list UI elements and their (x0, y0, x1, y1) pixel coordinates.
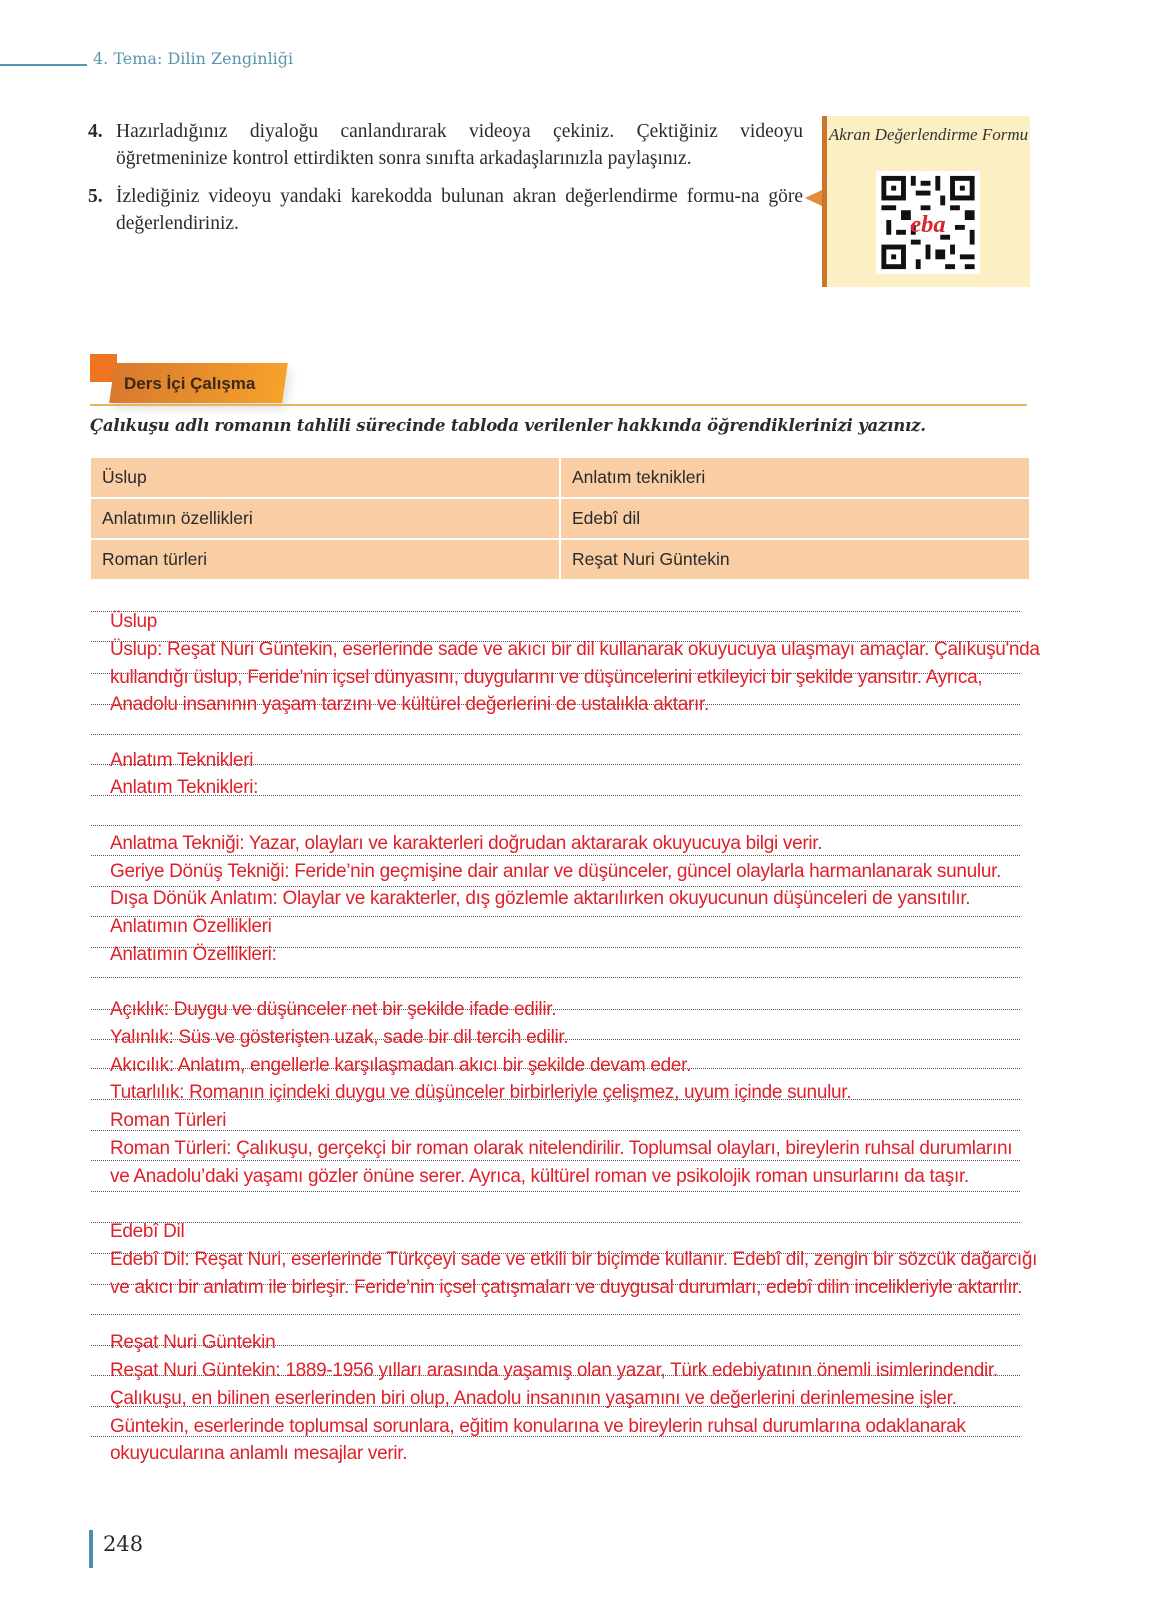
answer-line: Açıklık: Duygu ve düşünceler net bir şekilde ifade edilir. (110, 999, 557, 1020)
answer-line: Tutarlılık: Romanın içindeki duygu ve düşünceler birbirleriyle çelişmez, uyum içinde sunulur. (110, 1082, 852, 1103)
header-rule (0, 64, 87, 66)
answer-line: Anlatım Teknikleri (110, 750, 254, 771)
question-5 (88, 183, 803, 237)
answer-line: Üslup (110, 611, 158, 632)
page-number-bar (89, 1530, 93, 1568)
writing-line (91, 977, 1020, 978)
svg-text:eba: eba (910, 210, 946, 238)
answer-line: Çalıkuşu, en bilinen eserlerinden biri olup, Anadolu insanının yaşamını ve değerlerini derinlemesine işler. (110, 1388, 957, 1409)
answer-line: Dışa Dönük Anlatım: Olaylar ve karakterler, dış gözlemle aktarılırken okuyucunun düşünceleri de yansıtılır. (110, 888, 971, 909)
table-cell: Edebî dil (561, 499, 1029, 538)
question-number: 5. (88, 186, 103, 207)
writing-line (91, 734, 1020, 735)
pointer-arrow-icon (805, 190, 822, 206)
answer-line: Roman Türleri (110, 1110, 227, 1131)
answer-line: Üslup: Reşat Nuri Güntekin, eserlerinde sade ve akıcı bir dil kullanarak okuyucuya ulaşmayı amaçlar. Çalıkuşu'nda (110, 639, 1040, 660)
writing-line (91, 1160, 1020, 1161)
peer-evaluation-qr-box (822, 116, 1030, 287)
answer-line: Anadolu insanının yaşam tarzını ve kültürel değerlerini de ustalıkla aktarır. (110, 694, 709, 715)
writing-line (91, 1222, 1020, 1223)
table-cell: Roman türleri (91, 540, 559, 579)
section-tag-label: Ders İçi Çalışma (124, 374, 256, 393)
topics-table (91, 458, 1027, 579)
answer-line: Edebî Dil: Reşat Nuri, eserlerinde Türkçeyi sade ve etkili bir biçimde kullanır. Edebî dil, zengin bir sözcük dağarcığı (110, 1249, 1038, 1270)
table-cell: Üslup (91, 458, 559, 497)
question-text: İzlediğiniz videoyu yandaki karekodda bulunan akran değerlendirme formu-na göre değerlendiriniz. (116, 186, 803, 234)
writing-line (91, 825, 1020, 826)
answer-line: Edebî Dil (110, 1221, 185, 1242)
answer-line: Reşat Nuri Güntekin (110, 1332, 276, 1353)
instruction-text: Çalıkuşu adlı romanın tahlili sürecinde tabloda verilenler hakkında öğrendiklerinizi yazınız. (90, 416, 926, 435)
question-4 (88, 118, 803, 172)
answer-line: Anlatma Tekniği: Yazar, olayları ve karakterleri doğrudan aktararak okuyucuya bilgi verir. (110, 833, 823, 854)
answer-line: Güntekin, eserlerinde toplumsal sorunlara, eğitim konularına ve bireylerin ruhsal durumlarına odaklanarak (110, 1416, 966, 1437)
answer-line: ve Anadolu’daki yaşamı gözler önüne serer. Ayrıca, kültürel roman ve psikolojik roman unsurlarını da taşır. (110, 1166, 969, 1187)
section-rule (90, 404, 1027, 406)
table-cell: Reşat Nuri Güntekin (561, 540, 1029, 579)
answer-line: Yalınlık: Süs ve gösterişten uzak, sade bir dil tercih edilir. (110, 1027, 569, 1048)
qr-code-icon[interactable] (876, 171, 980, 274)
writing-line (91, 886, 1020, 887)
answer-line: Anlatım Teknikleri: (110, 777, 259, 798)
answer-line: Akıcılık: Anlatım, engellerle karşılaşmadan akıcı bir şekilde devam eder. (110, 1055, 692, 1076)
writing-line (91, 1130, 1020, 1131)
answer-line: Roman Türleri: Çalıkuşu, gerçekçi bir roman olarak nitelendirilir. Toplumsal olayları, bireylerin ruhsal durumlarını (110, 1138, 1013, 1159)
table-cell: Anlatım teknikleri (561, 458, 1029, 497)
question-number: 4. (88, 121, 103, 142)
answer-line: okuyucularına anlamlı mesajlar verir. (110, 1443, 408, 1464)
answer-line: ve akıcı bir anlatım ile birleşir. Feride’nin içsel çatışmaları ve duygusal durumları, edebî dilin incelikleriyle aktarılır. (110, 1277, 1023, 1298)
answer-line: Anlatımın Özellikleri (110, 916, 272, 937)
writing-line (91, 1191, 1020, 1192)
qr-title: Akran Değerlendirme Formu (828, 125, 1029, 144)
writing-line (91, 855, 1020, 856)
answer-line: Anlatımın Özellikleri: (110, 944, 277, 965)
answer-line: Geriye Dönüş Tekniği: Feride’nin geçmişine dair anılar ve düşünceler, güncel olaylarla harmanlanarak sunulur. (110, 861, 1002, 882)
table-cell: Anlatımın özellikleri (91, 499, 559, 538)
question-text: Hazırladığınız diyaloğu canlandırarak videoya çekiniz. Çektiğiniz videoyu öğretmeninize kontrol ettirdikten sonra sınıfta arkadaşlarınızla paylaşınız. (116, 121, 803, 169)
page-number: 248 (103, 1532, 144, 1556)
theme-title: 4. Tema: Dilin Zenginliği (93, 49, 294, 68)
writing-line (91, 611, 1020, 612)
writing-line (91, 1314, 1020, 1315)
answer-line: Reşat Nuri Güntekin: 1889-1956 yılları arasında yaşamış olan yazar, Türk edebiyatının önemli isimlerindendir. (110, 1360, 998, 1381)
answer-line: kullandığı üslup, Feride’nin içsel dünyasını, duygularını ve düşüncelerini etkileyici bir şekilde yansıtır. Ayrıca, (110, 667, 983, 688)
